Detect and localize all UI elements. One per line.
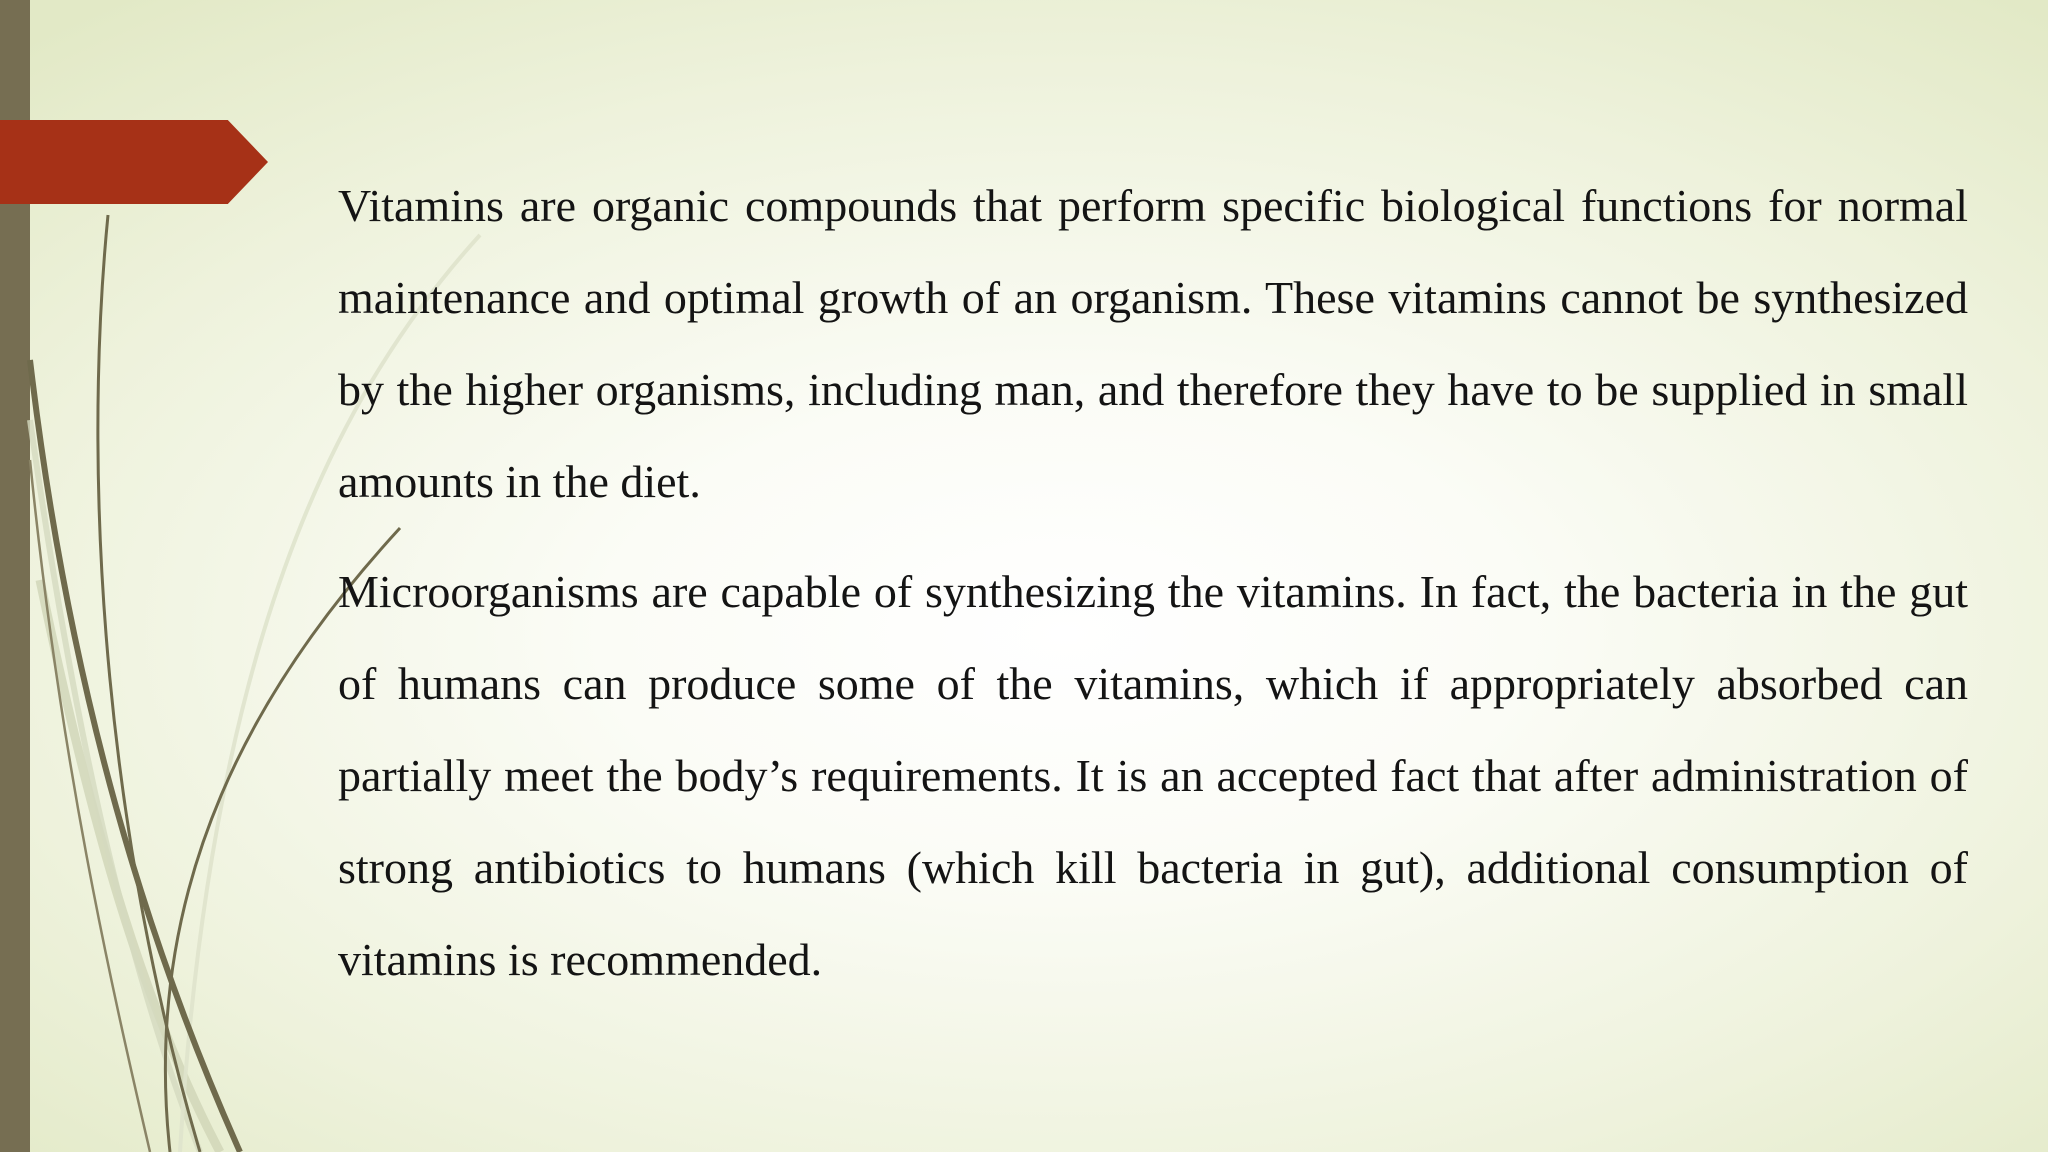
paragraph-microorganisms: Microorganisms are capable of synthesizing the vitamins. In fact, the bacteria in the gut of humans can produce some of the vitamins, which if appropriately absorbed can partially meet the body’s requirements. It is an accepted fact that after administration of strong antibiotics to humans (which kill bacteria in gut), additional consumption of vitamins is recommended. xyxy=(338,566,1968,985)
decorative-curve xyxy=(98,215,200,1152)
paragraph-vitamins-definition: Vitamins are organic compounds that perform specific biological functions for normal maintenance and optimal growth of an organism. These vitamins cannot be synthesized by the higher organisms, including man, and therefore they have to be supplied in small amounts in the diet. xyxy=(338,180,1968,507)
slide-body xyxy=(338,160,1968,1024)
decorative-curve xyxy=(40,580,220,1152)
decorative-curve xyxy=(30,360,240,1152)
decorative-curve xyxy=(30,420,200,1152)
decorative-curve xyxy=(30,460,150,1152)
arrow-tab-accent xyxy=(0,120,268,204)
